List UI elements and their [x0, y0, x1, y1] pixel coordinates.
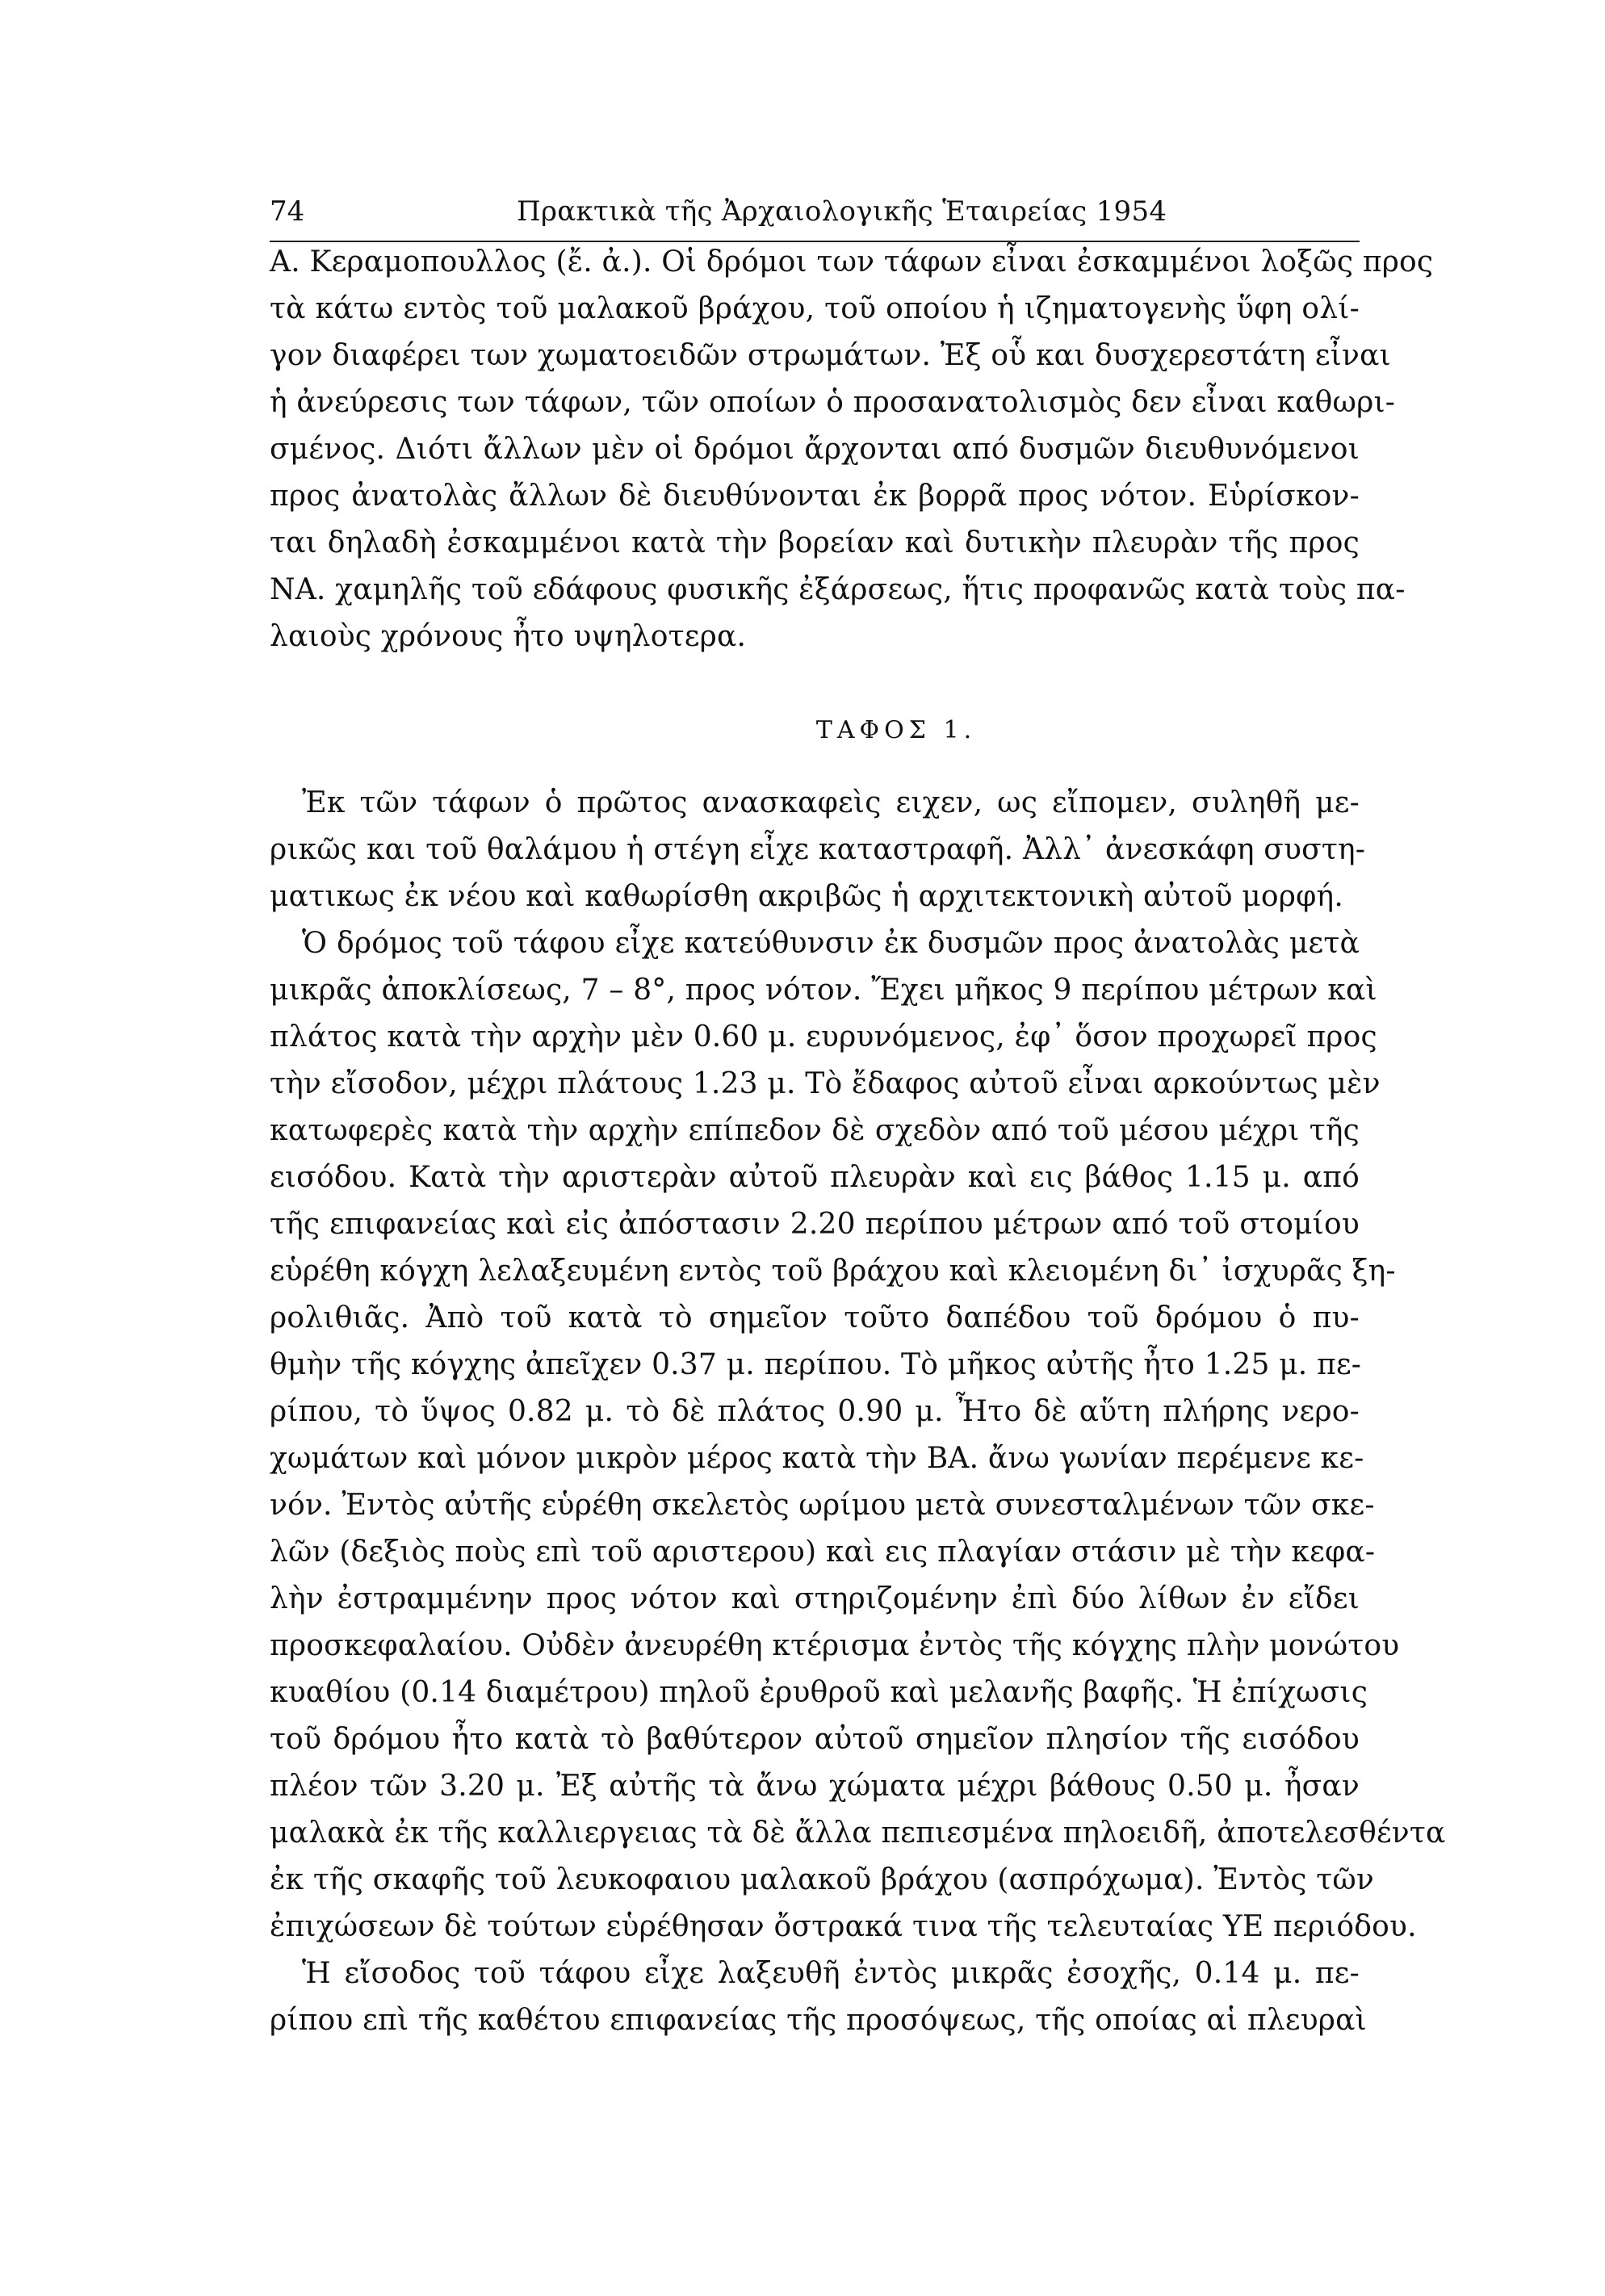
paragraph-line: χωμάτων καὶ μόνον μικρὸν μέρος κατὰ τὴν ΒΑ. ἄνω γωνίαν περέμενε κε-	[270, 1442, 1364, 1475]
paragraph-line: γον διαφέρει των χωματοειδῶν στρωμάτων. Ἐξ οὗ και δυσχερεστάτη εἶναι	[270, 339, 1391, 372]
paragraph-line: ἡ ἀνεύρεσις των τάφων, τῶν οποίων ὁ προσανατολισμὸς δεν εἶναι καθωρι-	[270, 386, 1396, 419]
paragraph-line: ἐκ τῆς σκαφῆς τοῦ λευκοφαιου μαλακοῦ βράχου (ασπρόχωμα). Ἐντὸς τῶν	[270, 1863, 1375, 1896]
paragraph-line: ρίπου, τὸ ὕψος 0.82 μ. τὸ δὲ πλάτος 0.90 μ. Ἦτο δὲ αὕτη πλήρης νερο-	[270, 1395, 1360, 1428]
paragraph-line: θμὴν τῆς κόγχης ἀπεῖχεν 0.37 μ. περίπου. Τὸ μῆκος αὐτῆς ἦτο 1.25 μ. πε-	[270, 1348, 1362, 1381]
journal-title: Πρακτικὰ τῆς Ἀρχαιολογικῆς Ἑταιρείας 1954	[517, 195, 1167, 228]
paragraph-line: πλέον τῶν 3.20 μ. Ἐξ αὐτῆς τὰ ἄνω χώματα μέχρι βάθους 0.50 μ. ἦσαν	[270, 1770, 1360, 1803]
paragraph-line: ΝΑ. χαμηλῆς τοῦ εδάφους φυσικῆς ἐξάρσεως, ἥτις προφανῶς κατὰ τοὺς πα-	[270, 573, 1406, 606]
paragraph-line: μαλακὰ ἐκ τῆς καλλιεργειας τὰ δὲ ἄλλα πεπιεσμένα πηλοειδῆ, ἀποτελεσθέντα	[270, 1816, 1446, 1850]
paragraph-line: ται δηλαδὴ ἐσκαμμένοι κατὰ τὴν βορείαν καὶ δυτικὴν πλευρὰν τῆς προς	[270, 526, 1360, 559]
paragraph-line: εὑρέθη κόγχη λελαξευμένη εντὸς τοῦ βράχου καὶ κλειομένη δι᾽ ἰσχυρᾶς ξη-	[270, 1255, 1396, 1288]
running-header	[270, 194, 1360, 229]
paragraph-line: ρίπου επὶ τῆς καθέτου επιφανείας τῆς προσόψεως, τῆς οποίας αἱ πλευραὶ	[270, 2004, 1367, 2037]
paragraph-line: προς ἀνατολὰς ἄλλων δὲ διευθύνονται ἐκ βορρᾶ προς νότον. Εὑρίσκον-	[270, 480, 1360, 513]
section-heading: ΤΑΦΟΣ 1.	[815, 716, 977, 744]
paragraph-line: Ὁ δρόμος τοῦ τάφου εἶχε κατεύθυνσιν ἐκ δυσμῶν προς ἀνατολὰς μετὰ	[302, 927, 1360, 960]
paragraph-line: προσκεφαλαίου. Οὐδὲν ἀνευρέθη κτέρισμα ἐντὸς τῆς κόγχης πλὴν μονώτου	[270, 1629, 1400, 1662]
paragraph-line: μικρᾶς ἀποκλίσεως, 7 – 8°, προς νότον. Ἔχει μῆκος 9 περίπου μέτρων καὶ	[270, 974, 1377, 1007]
paragraph-line: κυαθίου (0.14 διαμέτρου) πηλοῦ ἐρυθροῦ καὶ μελανῆς βαφῆς. Ἡ ἐπίχωσις	[270, 1676, 1368, 1709]
paragraph-line: Α. Κεραμοπουλλος (ἔ. ἀ.). Οἱ δρόμοι των τάφων εἶναι ἐσκαμμένοι λοξῶς προς	[270, 245, 1434, 279]
paragraph-line: νόν. Ἐντὸς αὐτῆς εὑρέθη σκελετὸς ωρίμου μετὰ συνεσταλμένων τῶν σκε-	[270, 1489, 1375, 1522]
paragraph-line: ματικως ἐκ νέου καὶ καθωρίσθη ακριβῶς ἡ αρχιτεκτονικὴ αὐτοῦ μορφή.	[270, 880, 1343, 913]
paragraph-line: σμένος. Διότι ἄλλων μὲν οἱ δρόμοι ἄρχονται από δυσμῶν διευθυνόμενοι	[270, 433, 1360, 466]
paragraph-line: Ἐκ τῶν τάφων ὁ πρῶτος ανασκαφεὶς ειχεν, ως εἴπομεν, συληθῆ με-	[302, 786, 1360, 819]
paragraph-line: λὴν ἐστραμμένην προς νότον καὶ στηριζομένην ἐπὶ δύο λίθων ἐν εἴδει	[270, 1582, 1360, 1615]
paragraph-line: τὴν εἴσοδον, μέχρι πλάτους 1.23 μ. Τὸ ἔδαφος αὐτοῦ εἶναι αρκούντως μὲν	[270, 1067, 1381, 1100]
paragraph-line: ἐπιχώσεων δὲ τούτων εὑρέθησαν ὄστρακά τινα τῆς τελευταίας ΥΕ περιόδου.	[270, 1910, 1417, 1943]
paragraph-line: τοῦ δρόμου ἦτο κατὰ τὸ βαθύτερον αὐτοῦ σημεῖον πλησίον τῆς εισόδου	[270, 1723, 1360, 1756]
paragraph-line: εισόδου. Κατὰ τὴν αριστερὰν αὐτοῦ πλευρὰν καὶ εις βάθος 1.15 μ. από	[270, 1161, 1360, 1194]
paragraph-line: λῶν (δεξιὸς ποὺς επὶ τοῦ αριστερου) καὶ εις πλαγίαν στάσιν μὲ τὴν κεφα-	[270, 1536, 1376, 1569]
paragraph-line: ρικῶς και τοῦ θαλάμου ἡ στέγη εἶχε καταστραφῆ. Ἀλλ᾽ ἀνεσκάφη συστη-	[270, 833, 1366, 866]
paragraph-line: Ἡ εἴσοδος τοῦ τάφου εἶχε λαξευθῆ ἐντὸς μικρᾶς ἐσοχῆς, 0.14 μ. πε-	[302, 1957, 1360, 1990]
paragraph-line: πλάτος κατὰ τὴν αρχὴν μὲν 0.60 μ. ευρυνόμενος, ἐφ᾽ ὅσον προχωρεῖ προς	[270, 1020, 1377, 1054]
paragraph-line: ρολιθιᾶς. Ἀπὸ τοῦ κατὰ τὸ σημεῖον τοῦτο δαπέδου τοῦ δρόμου ὁ πυ-	[270, 1301, 1360, 1334]
page-number: 74	[270, 195, 305, 228]
paragraph-line: κατωφερὲς κατὰ τὴν αρχὴν επίπεδον δὲ σχεδὸν από τοῦ μέσου μέχρι τῆς	[270, 1114, 1360, 1147]
paragraph-line: τῆς επιφανείας καὶ εἰς ἀπόστασιν 2.20 περίπου μέτρων από τοῦ στομίου	[270, 1208, 1360, 1241]
paragraph-line: λαιοὺς χρόνους ἦτο υψηλοτερα.	[270, 620, 747, 653]
paragraph-line: τὰ κάτω εντὸς τοῦ μαλακοῦ βράχου, τοῦ οποίου ἡ ιζηματογενὴς ὕφη ολί-	[270, 292, 1360, 325]
